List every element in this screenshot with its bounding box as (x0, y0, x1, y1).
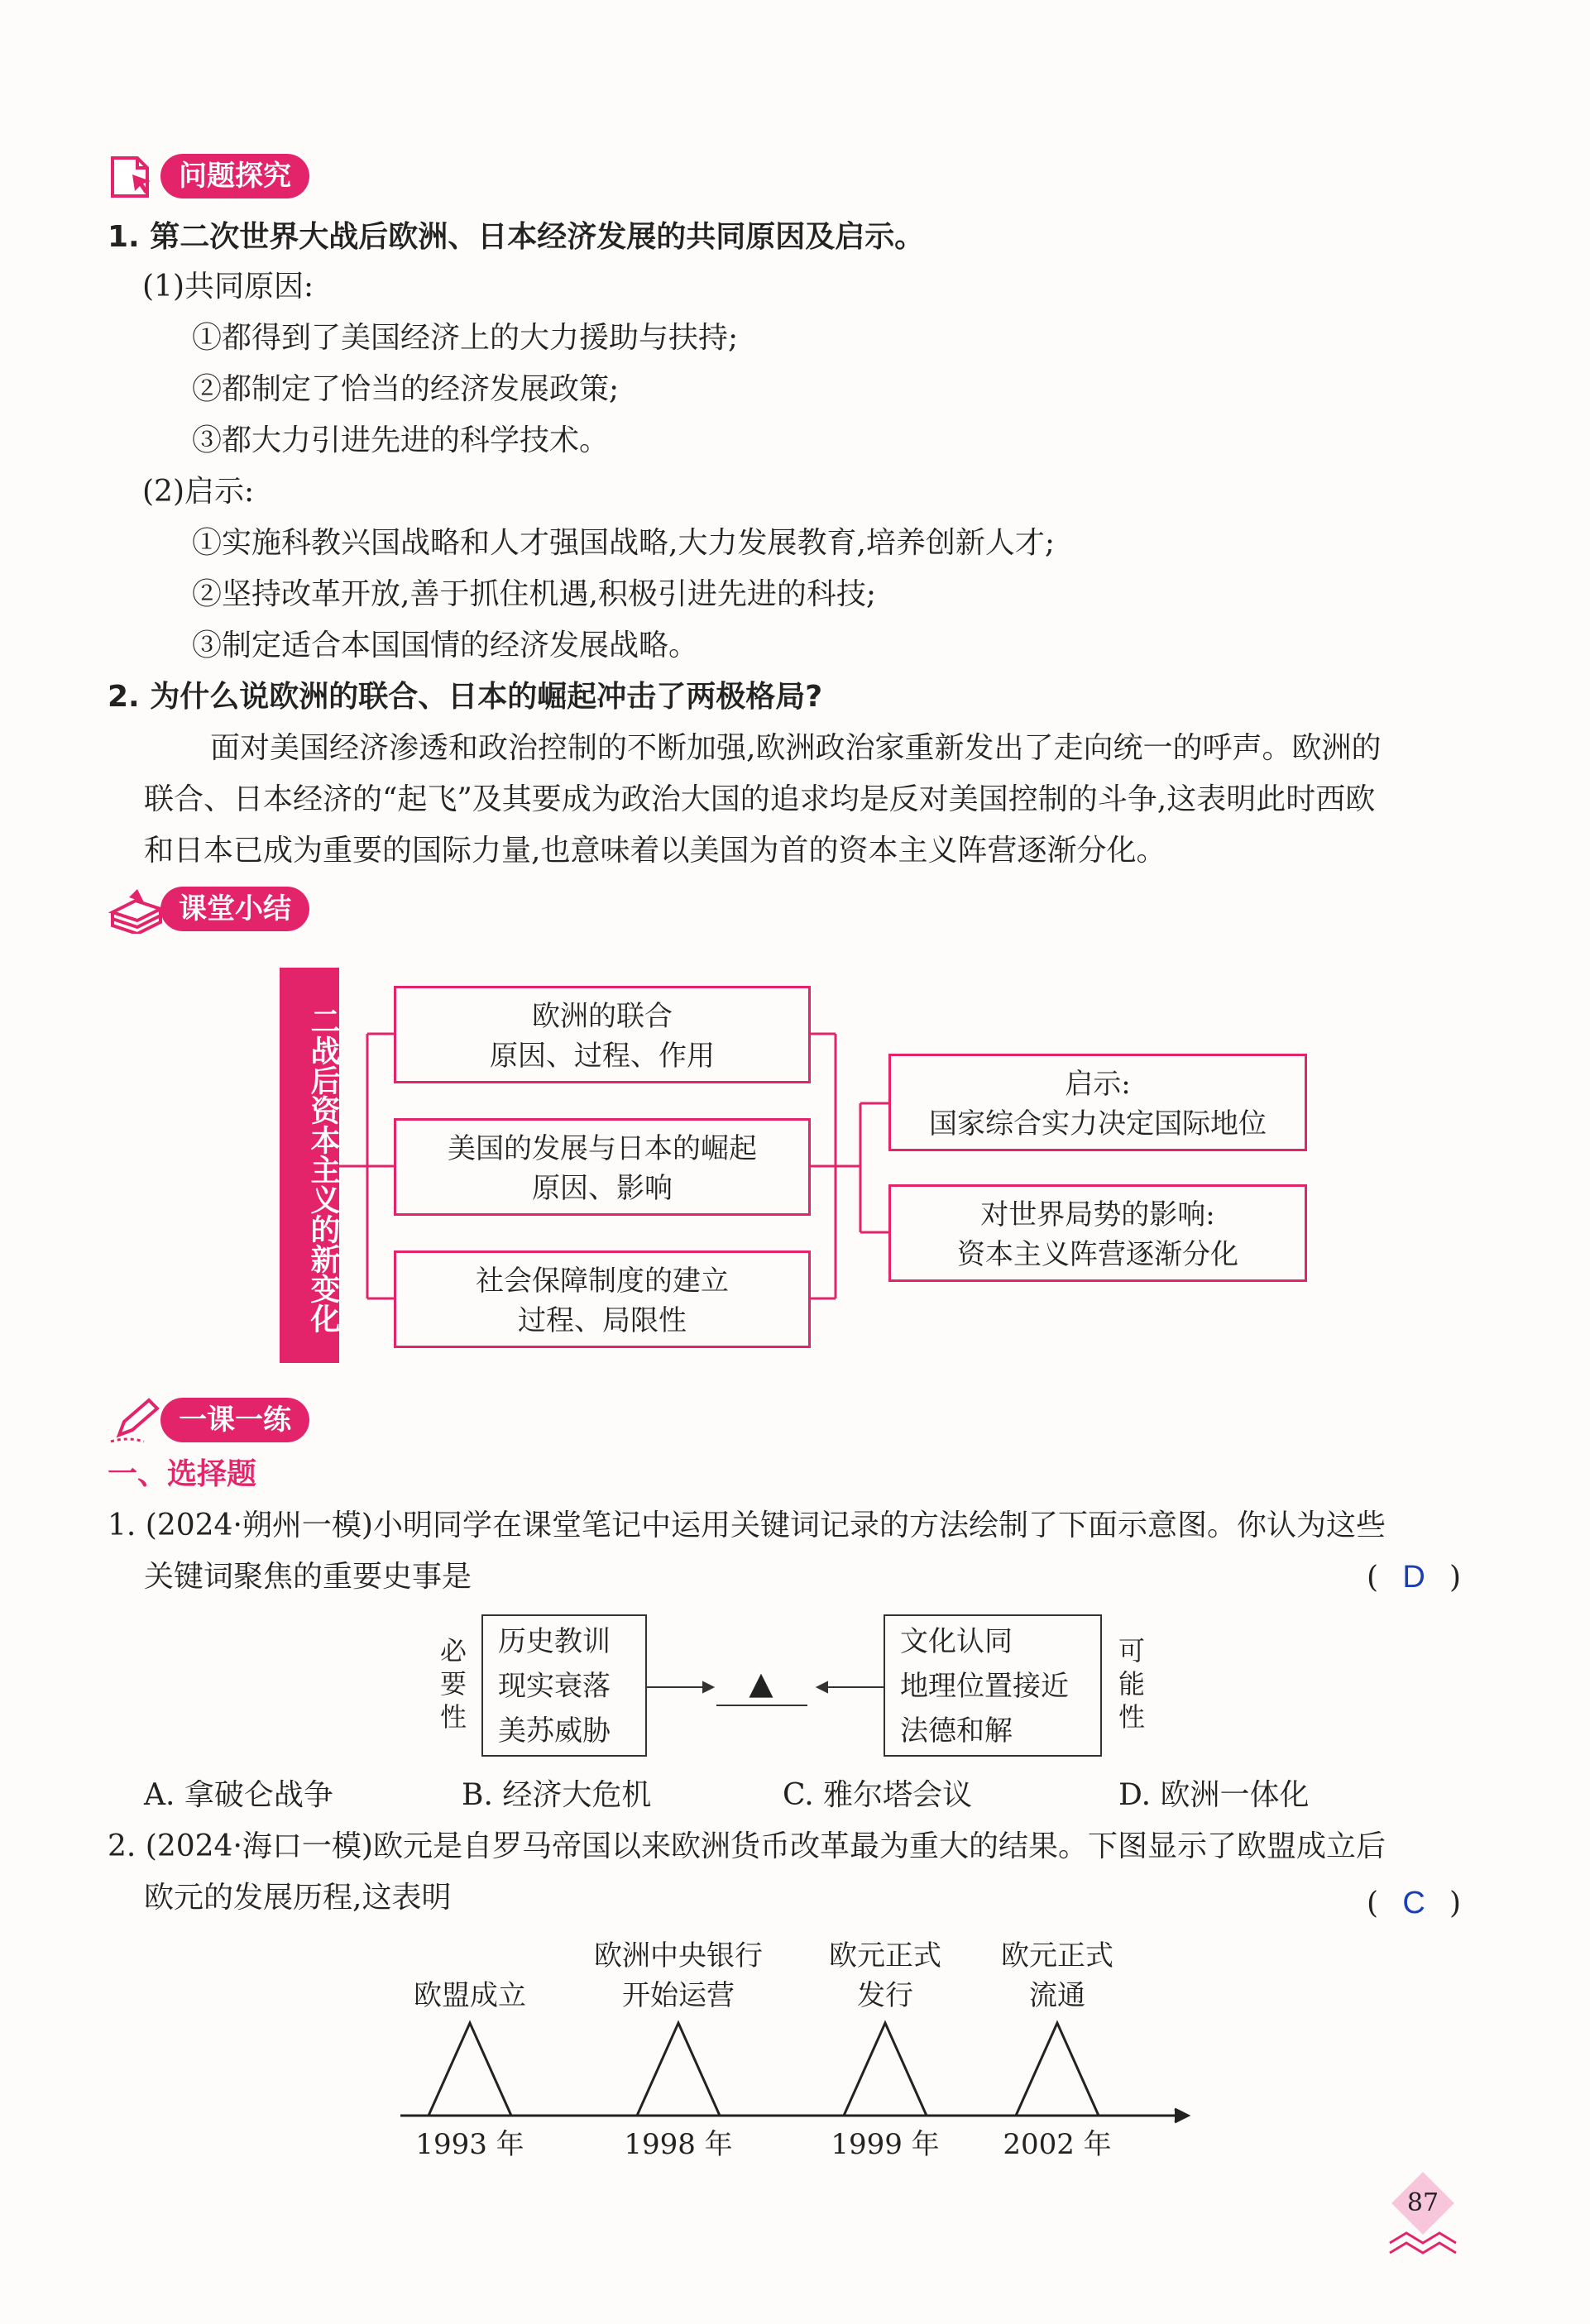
timeline-year: 1993 年 (415, 2128, 524, 2161)
diagram-side-label: 可能性 (1118, 1635, 1145, 1733)
answer-value: C (1402, 1886, 1425, 1920)
option: A. 拿破仑战争 (144, 1778, 333, 1812)
timeline-year: 1998 年 (624, 2128, 733, 2161)
timeline-label: 欧元正式 (829, 1939, 941, 1973)
timeline-label: 欧盟成立 (414, 1979, 526, 2012)
timeline-label: 开始运营 (622, 1979, 735, 2012)
paragraph-line: 联合、日本经济的“起飞”及其要成为政治大国的追求均是反对美国控制的斗争,这表明此时西欧 (144, 782, 1376, 816)
list-item: ①都得到了美国经济上的大力援助与扶持; (192, 321, 739, 355)
exercise-heading: 一、选择题 (108, 1457, 257, 1491)
timeline-label: 流通 (1029, 1979, 1085, 2012)
mindmap-node: 欧洲的联合 原因、过程、作用 (394, 986, 811, 1083)
diagram-side-label: 必要性 (439, 1635, 467, 1733)
mindmap-node: 启示: 国家综合实力决定国际地位 (888, 1054, 1307, 1151)
exercise-question-line: 2. (2024·海口一模)欧元是自罗马帝国以来欧洲货币改革最为重大的结果。下图显示了欧盟成立后 (108, 1829, 1386, 1863)
diagram-box-left: 历史教训 现实衰落 美苏威胁 (481, 1614, 647, 1757)
sub-label: (2)启示: (142, 475, 255, 509)
mindmap-node: 社会保障制度的建立 过程、局限性 (394, 1250, 811, 1348)
exercise-question-line: 1. (2024·朔州一模)小明同学在课堂笔记中运用关键词记录的方法绘制了下面示意图。你认为这些 (108, 1509, 1386, 1542)
exercise-question-line: 欧元的发展历程,这表明 (144, 1881, 452, 1915)
page-number: 87 (1406, 2188, 1439, 2217)
answer-value: D (1402, 1560, 1425, 1595)
list-item: ③制定适合本国国情的经济发展战略。 (192, 629, 699, 662)
option: C. 雅尔塔会议 (783, 1778, 973, 1812)
section-title: 问题探究 (160, 154, 309, 198)
paragraph-line: 和日本已成为重要的国际力量,也意味着以美国为首的资本主义阵营逐渐分化。 (144, 834, 1166, 868)
timeline-label: 发行 (857, 1979, 913, 2012)
list-item: ①实施科教兴国战略和人才强国战略,大力发展教育,培养创新人才; (192, 526, 1056, 560)
mindmap-root: 二战后资本主义的新变化 (280, 968, 339, 1363)
option: D. 欧洲一体化 (1118, 1778, 1310, 1812)
answer-bracket: ( D ) (1367, 1552, 1461, 1604)
paragraph-line: 面对美国经济渗透和政治控制的不断加强,欧洲政治家重新发出了走向统一的呼声。欧洲的 (210, 731, 1382, 765)
section-title: 课堂小结 (160, 887, 309, 931)
answer-bracket: ( C ) (1367, 1877, 1461, 1929)
timeline-label: 欧元正式 (1001, 1939, 1113, 1973)
exercise-question-line: 关键词聚焦的重要史事是 (144, 1560, 472, 1594)
list-item: ②坚持改革开放,善于抓住机遇,积极引进先进的科技; (192, 577, 877, 611)
section-title: 一课一练 (160, 1398, 309, 1442)
diagram-center-blank: ▲ (749, 1665, 773, 1701)
timeline-year: 2002 年 (1003, 2128, 1112, 2161)
sub-label: (1)共同原因: (142, 270, 314, 304)
diagram-box-right: 文化认同 地理位置接近 法德和解 (884, 1614, 1102, 1757)
timeline-label: 欧洲中央银行 (594, 1939, 763, 1973)
mindmap-node: 对世界局势的影响: 资本主义阵营逐渐分化 (888, 1184, 1307, 1282)
question-title: 2. 为什么说欧洲的联合、日本的崛起冲击了两极格局? (108, 680, 823, 714)
list-item: ②都制定了恰当的经济发展政策; (192, 372, 620, 406)
list-item: ③都大力引进先进的科学技术。 (192, 423, 610, 457)
option: B. 经济大危机 (462, 1778, 652, 1812)
question-title: 1. 第二次世界大战后欧洲、日本经济发展的共同原因及启示。 (108, 220, 925, 254)
timeline-year: 1999 年 (831, 2128, 940, 2161)
mindmap-node: 美国的发展与日本的崛起 原因、影响 (394, 1118, 811, 1216)
